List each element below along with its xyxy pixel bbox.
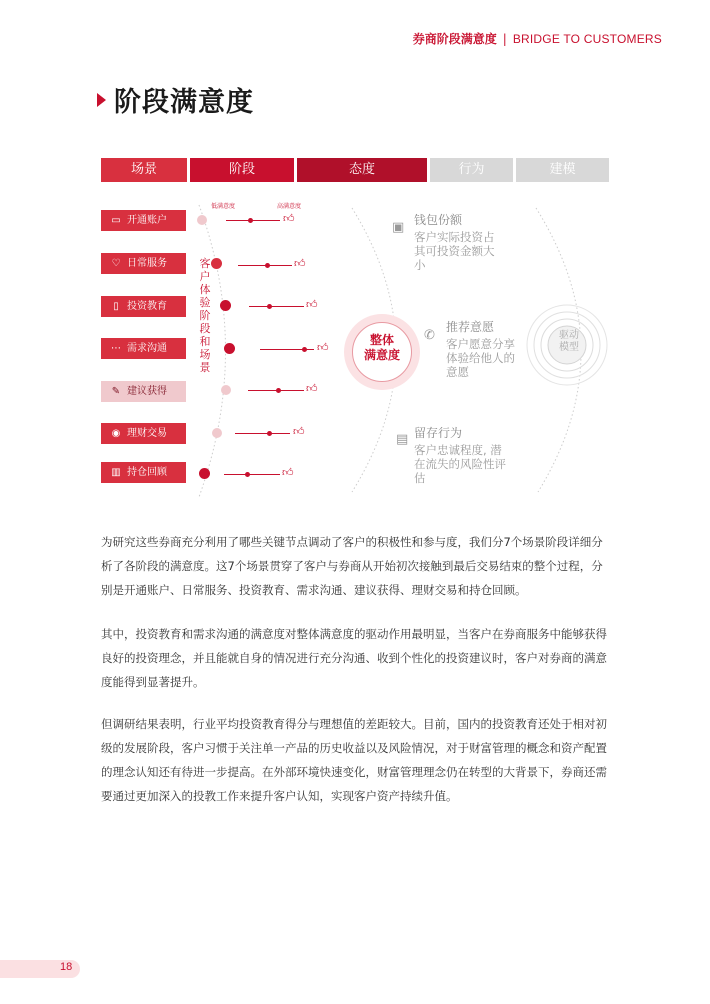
center-line2: 满意度 xyxy=(363,348,400,362)
legend-low: 低满意度 xyxy=(211,203,236,210)
behavior-desc: 客户实际投资占其可投资金额大小 xyxy=(414,230,495,272)
bar-chart-icon: ▥ xyxy=(111,467,121,478)
scene-item xyxy=(101,296,186,317)
behavior-title: 推荐意愿 xyxy=(446,320,495,334)
thumb-up-icon: 👍︎ xyxy=(306,382,318,395)
header-separator: | xyxy=(502,32,507,46)
behavior-title: 留存行为 xyxy=(414,426,463,440)
driver-line2: 模型 xyxy=(559,342,579,353)
behavior-title: 钱包份额 xyxy=(414,213,463,227)
scene-item xyxy=(101,210,186,231)
thumb-up-icon: 👍︎ xyxy=(282,466,294,479)
header-title-en: BRIDGE TO CUSTOMERS xyxy=(512,32,662,46)
tab-scene-label: 场景 xyxy=(130,162,157,177)
slider-track xyxy=(235,433,290,434)
overall-satisfaction-label xyxy=(352,333,412,363)
behavior-desc: 客户愿意分享体验给他人的意愿 xyxy=(446,337,515,379)
stage-dot xyxy=(211,258,222,269)
slider-knob xyxy=(267,431,272,436)
stage-dot xyxy=(199,468,210,479)
thumb-up-icon: 👍︎ xyxy=(283,212,295,225)
tab-attitude-label: 态度 xyxy=(348,162,375,177)
body-paragraph: 其中，投资教育和需求沟通的满意度对整体满意度的驱动作用最明显，当客户在券商服务中能够获得良好的投资理念，并且能就自身的情况进行充分沟通、收到个性化的投资建议时，客户对券商的满意度能得到显著提升。 xyxy=(101,627,607,689)
tab-behavior-label: 行为 xyxy=(458,162,485,177)
eye-coin-icon: ◉ xyxy=(111,428,121,439)
scene-label: 建议获得 xyxy=(127,386,167,397)
thumb-up-icon: 👍︎ xyxy=(306,298,318,311)
tab-stage-label: 阶段 xyxy=(228,162,255,177)
stage-dot xyxy=(197,215,207,225)
slider-track xyxy=(226,220,280,221)
scene-item xyxy=(101,253,186,274)
stage-dot xyxy=(221,385,231,395)
scene-label: 日常服务 xyxy=(127,258,167,269)
scene-item xyxy=(101,381,186,402)
slider-knob xyxy=(248,218,253,223)
driver-model-label xyxy=(553,330,585,354)
page-title: 阶段满意度 xyxy=(114,87,254,118)
body-paragraph: 为研究这些券商充分利用了哪些关键节点调动了客户的积极性和参与度，我们分7个场景阶段详细分析了各阶段的满意度。这7个场景贯穿了客户与券商从开始初次接触到最后交易结束的整个过程，分别是开通账户、日常服务、投资教育、需求沟通、建议获得、理财交易和持仓回顾。 xyxy=(101,535,603,597)
stage-dot xyxy=(220,300,231,311)
megaphone-icon: ✆ xyxy=(424,328,435,343)
header-title-cn: 券商阶段满意度 xyxy=(412,32,497,46)
scene-item xyxy=(101,338,186,359)
slider-track xyxy=(249,306,304,307)
scene-item xyxy=(101,423,186,444)
stage-dot xyxy=(212,428,222,438)
save-icon: ▤ xyxy=(396,432,409,447)
thumb-up-icon: 👍︎ xyxy=(293,425,305,438)
scene-label: 开通账户 xyxy=(127,215,167,226)
stage-label: 客户体验阶段和场景 xyxy=(199,257,211,374)
card-icon: ▭ xyxy=(111,215,121,226)
chat-icon: ⋯ xyxy=(111,343,121,354)
scene-label: 理财交易 xyxy=(127,428,167,439)
slider-knob xyxy=(245,472,250,477)
thumb-up-icon: 👍︎ xyxy=(294,257,306,270)
scene-label: 需求沟通 xyxy=(127,343,167,354)
slider-knob xyxy=(302,347,307,352)
scene-item xyxy=(101,462,186,483)
driver-line1: 驱动 xyxy=(559,330,579,341)
behavior-desc: 客户忠诚程度, 潜在流失的风险性评估 xyxy=(414,443,506,485)
scene-label: 投资教育 xyxy=(127,301,167,312)
tab-model-label: 建模 xyxy=(549,162,576,177)
body-paragraph: 但调研结果表明，行业平均投资教育得分与理想值的差距较大。目前，国内的投资教育还处于相对初级的发展阶段，客户习惯于关注单一产品的历史收益以及风险情况，对于财富管理的概念和资产配置的理念认知还有待进一步提高。在外部环境快速变化，财富管理理念仍在转型的大背景下，券商还需要通过更加深入的投教工作来提升客户认知，实现客户资产持续升值。 xyxy=(101,717,607,803)
stage-dot xyxy=(224,343,235,354)
slider-track xyxy=(224,474,280,475)
wallet-icon: ▣ xyxy=(392,220,405,235)
thumb-up-icon: 👍︎ xyxy=(317,341,329,354)
scene-label: 持仓回顾 xyxy=(127,467,167,478)
page-number: 18 xyxy=(60,961,73,973)
heart-hand-icon: ♡ xyxy=(111,258,121,269)
legend-high: 高满意度 xyxy=(277,203,302,210)
book-icon: ▯ xyxy=(113,301,119,312)
edit-icon: ✎ xyxy=(111,386,121,397)
center-line1: 整体 xyxy=(369,333,394,347)
